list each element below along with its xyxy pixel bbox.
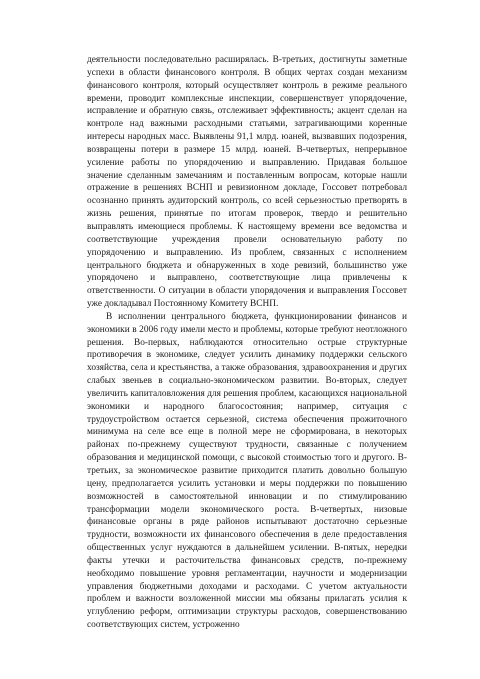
body-text: [87, 54, 407, 632]
paragraph-problems: В исполнении центрального бюджета, функционировании финансов и экономики в 2006 году имели место и проблемы, которые требуют неотложного решения. Во-первых, наблюдаются относительно острые структурные противоречия в экономике, следует усилить динамику поддержки сельского хозяйства, села и крестьянства, а также образования, здравоохранения и других слабых звеньев в социально-экономическом развитии. Во-вторых, следует увеличить капиталовложения для решения проблем, касающихся национальной экономики и народного благосостояния; например, ситуация с трудоустройством остается серьезной, система обеспечения прожиточного минимума на селе все еще в полной мере не сформирована, в некоторых районах по-прежнему существуют трудности, связанные с получением образования и медицинской помощи, с высокой стоимостью того и другого. В-третьих, за экономическое развитие приходится платить довольно большую цену, предполагается усилить установки и меры поддержки по повышению возможностей в самостоятельной инновации и по стимулированию трансформации модели экономического роста. В-четвертых, низовые финансовые органы в ряде районов испытывают достаточно серьезные трудности, возможности их финансового обеспечения в деле предоставления общественных услуг нуждаются в дальнейшем усилении. В-пятых, нередки факты утечки и расточительства финансовых средств, по-прежнему необходимо повышение уровня регламентации, научности и модернизации управления бюджетными доходами и расходами. С учетом актуальности проблем и важности возложенной миссии мы обязаны прилагать усилия к углублению реформ, оптимизации структуры расходов, совершенствованию соответствующих систем, устроженно: [87, 311, 407, 631]
paragraph-continuation: деятельности последовательно расширялась. В-третьих, достигнуты заметные успехи в области финансового контроля. В общих чертах создан механизм финансового контроля, который осуществляет контроль в режиме реального времени, проводит комплексные инспекции, совершенствует упорядочение, исправление и обратную связь, отслеживает эффективность; акцент сделан на контроле над важными расходными статьями, затрагивающими коренные интересы народных масс. Выявлены 91,1 млрд. юаней, вызвавших подозрения, возвращены потери в размере 15 млрд. юаней. В-четвертых, непрерывное усиление работы по упорядочению и выправлению. Придавая большое значение сделанным замечаниям и поставленным вопросам, которые нашли отражение в решениях ВСНП и ревизионном докладе, Госсовет потребовал осознанно принять аудиторский контроль, со всей серьезностью претворять в жизнь решения, принятые по итогам проверок, твердо и решительно выправлять имеющиеся проблемы. К настоящему времени все ведомства и соответствующие учреждения провели основательную работу по упорядочению и выправлению. Из проблем, связанных с исполнением центрального бюджета и обнаруженных в ходе ревизий, большинство уже упорядочено и выправлено, соответствующие лица привлечены к ответственности. О ситуации в области упорядочения и выправления Госсовет уже докладывал Постоянному Комитету ВСНП.: [87, 55, 407, 310]
